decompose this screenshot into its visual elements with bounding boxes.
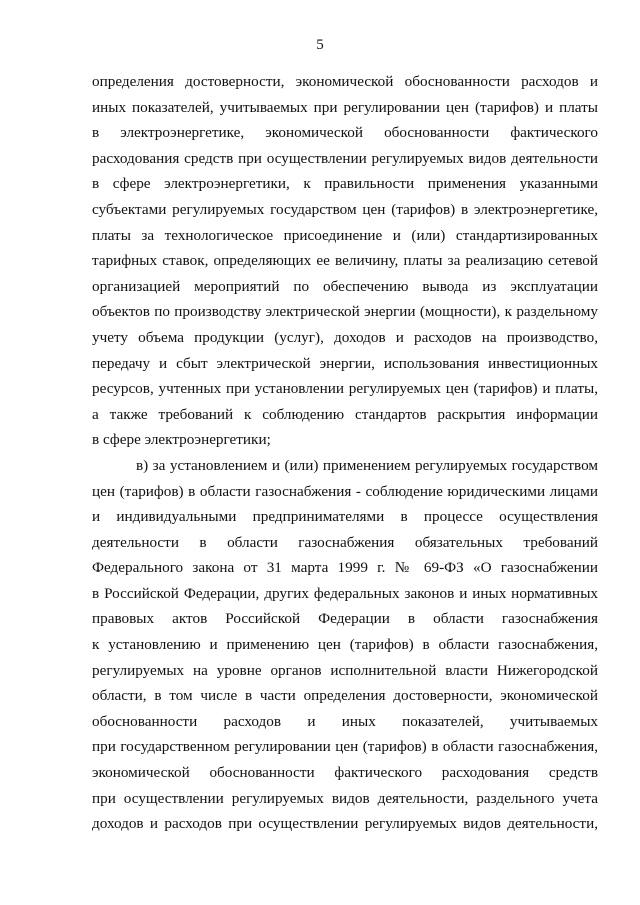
text-line: а также требований к соблюдению стандартов раскрытия информации — [92, 405, 598, 423]
text-line: и индивидуальными предпринимателями в процессе осуществления — [92, 508, 598, 526]
text-line: в сфере электроэнергетики, к правильности применения указанными — [92, 175, 598, 193]
text-line: иных показателей, учитываемых при регулировании цен (тарифов) и платы — [92, 98, 598, 116]
text-line: в) за установлением и (или) применением регулируемых государством — [136, 456, 598, 474]
text-line: цен (тарифов) в области газоснабжения - соблюдение юридическими лицами — [92, 482, 598, 500]
text-line: расходования средств при осуществлении регулируемых видов деятельности — [92, 149, 598, 167]
text-line: в электроэнергетике, экономической обоснованности фактического — [92, 124, 598, 142]
text-line: деятельности в области газоснабжения обязательных требований — [92, 533, 598, 551]
body-text — [92, 69, 598, 837]
text-line: субъектами регулируемых государством цен (тарифов) в электроэнергетике, — [92, 200, 598, 218]
text-line: объектов по производству электрической энергии (мощности), к раздельному — [92, 303, 598, 321]
text-line: при осуществлении регулируемых видов деятельности, раздельного учета — [92, 789, 598, 807]
text-line: в Российской Федерации, других федеральных законов и иных нормативных — [92, 584, 598, 602]
text-line: Федерального закона от 31 марта 1999 г. № 69-ФЗ «О газоснабжении — [92, 559, 598, 577]
text-line: тарифных ставок, определяющих ее величину, платы за реализацию сетевой — [92, 252, 598, 270]
text-line: передачу и сбыт электрической энергии, использования инвестиционных — [92, 354, 598, 372]
text-line: области, в том числе в части определения достоверности, экономической — [92, 687, 598, 705]
text-line: определения достоверности, экономической обоснованности расходов и — [92, 73, 598, 90]
text-line: учету объема продукции (услуг), доходов и расходов на производство, — [92, 328, 598, 346]
page-number: 5 — [316, 37, 324, 53]
text-line: при государственном регулировании цен (тарифов) в области газоснабжения, — [92, 738, 598, 756]
text-line: экономической обоснованности фактического расходования средств — [92, 764, 598, 782]
text-line: ресурсов, учтенных при установлении регулируемых цен (тарифов) и платы, — [92, 380, 598, 398]
text-line: к установлению и применению цен (тарифов) в области газоснабжения, — [92, 636, 598, 654]
text-line: платы за технологическое присоединение и (или) стандартизированных — [92, 226, 598, 244]
text-line: доходов и расходов при осуществлении регулируемых видов деятельности, — [92, 815, 598, 833]
text-line: в сфере электроэнергетики; — [92, 431, 271, 449]
text-line: правовых актов Российской Федерации в области газоснабжения — [92, 610, 598, 628]
text-line: регулируемых на уровне органов исполнительной власти Нижегородской — [92, 661, 598, 679]
text-line: организацией мероприятий по обеспечению вывода из эксплуатации — [92, 277, 598, 295]
text-line: обоснованности расходов и иных показателей, учитываемых — [92, 712, 598, 730]
